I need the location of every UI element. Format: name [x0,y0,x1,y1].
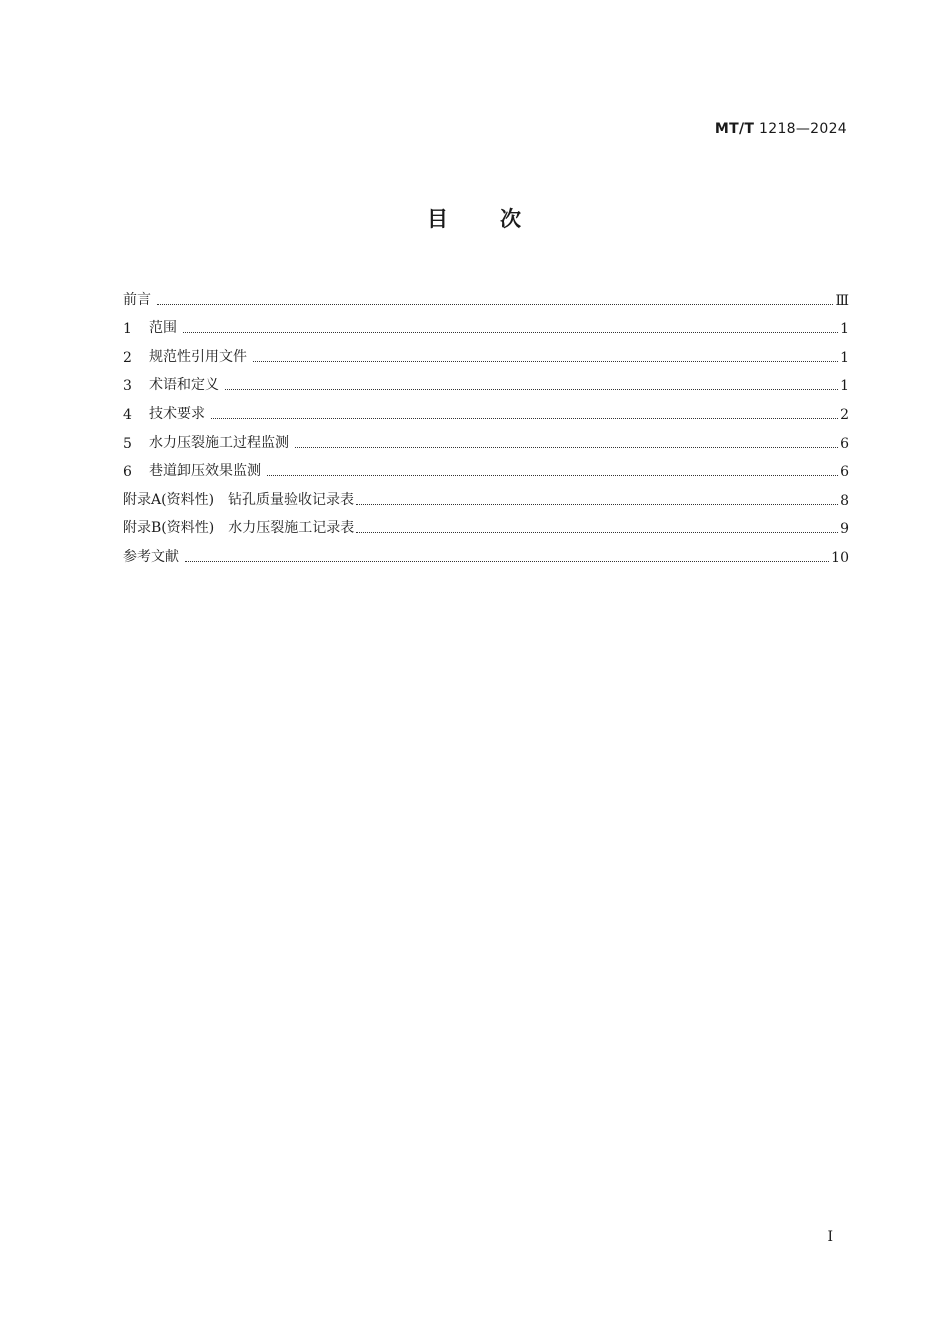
toc-entry-number: 3 [123,378,132,395]
toc-entry-terms-definitions[interactable] [123,366,849,395]
toc-entry-page: 6 [840,464,849,481]
toc-entry-label: 参考文献 [123,548,179,565]
toc-entry-scope[interactable] [123,309,849,338]
toc-entry-label: 范围 [149,320,177,337]
toc-entry-label: 附录A(资料性) 钻孔质量验收记录表 [123,491,355,508]
toc-entry-page: 1 [840,378,849,395]
toc-leader-dots [295,447,838,448]
table-of-contents [123,280,849,566]
toc-entry-label: 附录B(资料性) 水力压裂施工记录表 [123,520,355,537]
toc-title-right: 次 [500,207,523,231]
toc-title-left: 目 [427,207,450,231]
toc-entry-number: 6 [123,464,132,481]
toc-entry-fracturing-monitoring[interactable] [123,423,849,452]
toc-entry-page: Ⅲ [835,292,849,309]
toc-leader-dots [183,332,838,333]
toc-leader-dots [356,532,838,533]
toc-entry-number: 5 [123,435,132,452]
toc-entry-page: 9 [840,521,849,538]
toc-entry-normative-references[interactable] [123,337,849,366]
toc-entry-foreword[interactable] [123,280,849,309]
toc-entry-page: 8 [840,492,849,509]
toc-entry-label: 前言 [123,291,151,308]
toc-entry-number: 1 [123,321,132,338]
toc-entry-label: 水力压裂施工过程监测 [149,434,289,451]
standard-number [715,121,847,137]
toc-entry-page: 2 [840,406,849,423]
toc-leader-dots [253,361,838,362]
toc-leader-dots [225,389,838,390]
standard-year-number: 1218—2024 [759,121,847,137]
toc-entry-page: 10 [831,549,849,566]
toc-title [0,203,950,233]
toc-entry-bibliography[interactable] [123,537,849,566]
toc-entry-page: 1 [840,321,849,338]
toc-entry-page: 1 [840,349,849,366]
page-number: I [827,1229,833,1245]
toc-leader-dots [185,561,829,562]
toc-entry-label: 巷道卸压效果监测 [149,463,261,480]
toc-entry-appendix-a[interactable] [123,480,849,509]
toc-entry-label: 技术要求 [149,405,205,422]
toc-entry-number: 4 [123,406,132,423]
toc-leader-dots [356,504,838,505]
toc-entry-technical-requirements[interactable] [123,394,849,423]
toc-entry-number: 2 [123,349,132,366]
toc-entry-appendix-b[interactable] [123,509,849,538]
toc-entry-label: 规范性引用文件 [149,348,247,365]
toc-leader-dots [211,418,838,419]
toc-leader-dots [267,475,838,476]
toc-entry-label: 术语和定义 [149,377,219,394]
standard-code: MT/T [714,121,755,137]
toc-leader-dots [157,304,833,305]
toc-entry-pressure-relief-monitoring[interactable] [123,452,849,481]
toc-entry-page: 6 [840,435,849,452]
